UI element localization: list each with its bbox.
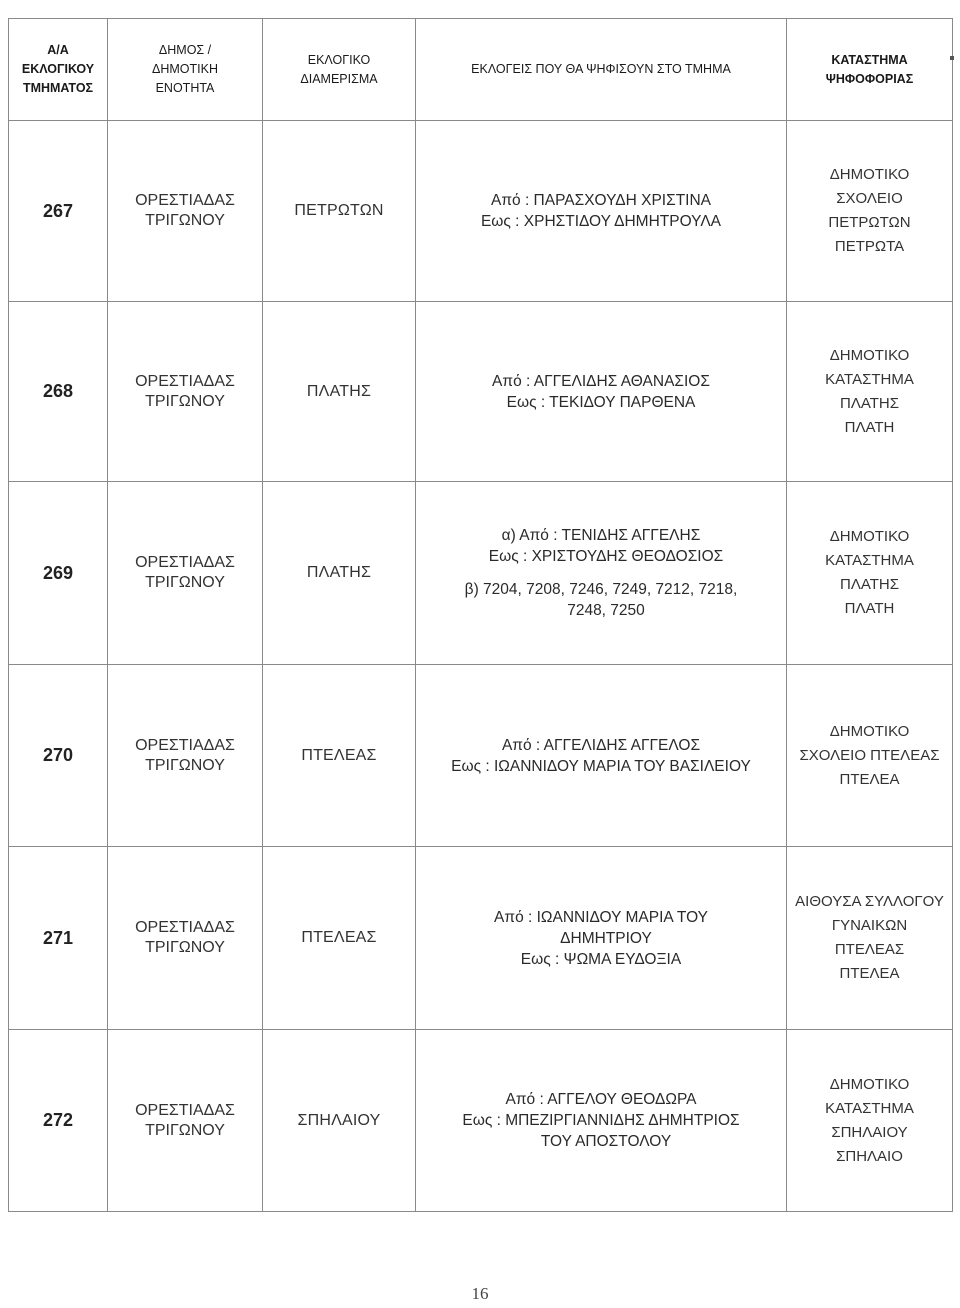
polling-station: ΔΗΜΟΤΙΚΟ ΚΑΤΑΣΤΗΜΑ ΠΛΑΤΗΣ ΠΛΑΤΗ bbox=[787, 482, 953, 665]
page-number: 16 bbox=[471, 1284, 489, 1303]
section-number: 271 bbox=[9, 847, 108, 1030]
electoral-district: ΠΛΑΤΗΣ bbox=[263, 302, 416, 482]
electoral-district: ΠΛΑΤΗΣ bbox=[263, 482, 416, 665]
electoral-district: ΠΤΕΛΕΑΣ bbox=[263, 847, 416, 1030]
header-municipality: ΔΗΜΟΣ / ΔΗΜΟΤΙΚΗ ΕΝΟΤΗΤΑ bbox=[108, 19, 263, 121]
table-row bbox=[9, 302, 953, 482]
table-row bbox=[9, 665, 953, 847]
polling-station: ΑΙΘΟΥΣΑ ΣΥΛΛΟΓΟΥ ΓΥΝΑΙΚΩΝ ΠΤΕΛΕΑΣ ΠΤΕΛΕΑ bbox=[787, 847, 953, 1030]
scan-speck bbox=[950, 56, 954, 60]
voters-range: Από : ΠΑΡΑΣΧΟΥΔΗ ΧΡΙΣΤΙΝΑ Εως : ΧΡΗΣΤΙΔΟΥ ΔΗΜΗΤΡΟΥΛΑ bbox=[416, 121, 787, 302]
polling-station: ΔΗΜΟΤΙΚΟ ΣΧΟΛΕΙΟ ΠΕΤΡΩΤΩΝ ΠΕΤΡΩΤΑ bbox=[787, 121, 953, 302]
section-number: 268 bbox=[9, 302, 108, 482]
voters-range: Από : ΑΓΓΕΛΙΔΗΣ ΑΘΑΝΑΣΙΟΣ Εως : ΤΕΚΙΔΟΥ ΠΑΡΘΕΝΑ bbox=[416, 302, 787, 482]
voters-range: Από : ΑΓΓΕΛΟΥ ΘΕΟΔΩΡΑ Εως : ΜΠΕΖΙΡΓΙΑΝΝΙΔΗΣ ΔΗΜΗΤΡΙΟΣ ΤΟΥ ΑΠΟΣΤΟΛΟΥ bbox=[416, 1030, 787, 1212]
table-header-row bbox=[9, 19, 953, 121]
table-row bbox=[9, 121, 953, 302]
section-number: 269 bbox=[9, 482, 108, 665]
polling-station: ΔΗΜΟΤΙΚΟ ΚΑΤΑΣΤΗΜΑ ΠΛΑΤΗΣ ΠΛΑΤΗ bbox=[787, 302, 953, 482]
polling-stations-table-sheet bbox=[8, 18, 952, 1210]
table-row bbox=[9, 847, 953, 1030]
electoral-district: ΣΠΗΛΑΙΟΥ bbox=[263, 1030, 416, 1212]
header-polling-station: ΚΑΤΑΣΤΗΜΑ ΨΗΦΟΦΟΡΙΑΣ bbox=[787, 19, 953, 121]
voters-range: α) Από : ΤΕΝΙΔΗΣ ΑΓΓΕΛΗΣ Εως : ΧΡΙΣΤΟΥΔΗΣ ΘΕΟΔΟΣΙΟΣ β) 7204, 7208, 7246, 7249, 7212, 7218, 7248, 7250 bbox=[416, 482, 787, 665]
municipality: ΟΡΕΣΤΙΑΔΑΣ ΤΡΙΓΩΝΟΥ bbox=[108, 1030, 263, 1212]
electoral-district: ΠΤΕΛΕΑΣ bbox=[263, 665, 416, 847]
municipality: ΟΡΕΣΤΙΑΔΑΣ ΤΡΙΓΩΝΟΥ bbox=[108, 665, 263, 847]
header-section-number: Α/Α ΕΚΛΟΓΙΚΟΥ ΤΜΗΜΑΤΟΣ bbox=[9, 19, 108, 121]
table-row bbox=[9, 1030, 953, 1212]
section-number: 267 bbox=[9, 121, 108, 302]
municipality: ΟΡΕΣΤΙΑΔΑΣ ΤΡΙΓΩΝΟΥ bbox=[108, 121, 263, 302]
polling-stations-table bbox=[8, 18, 953, 1212]
header-electoral-district: ΕΚΛΟΓΙΚΟ ΔΙΑΜΕΡΙΣΜΑ bbox=[263, 19, 416, 121]
section-number: 272 bbox=[9, 1030, 108, 1212]
section-number: 270 bbox=[9, 665, 108, 847]
polling-station: ΔΗΜΟΤΙΚΟ ΣΧΟΛΕΙΟ ΠΤΕΛΕΑΣ ΠΤΕΛΕΑ bbox=[787, 665, 953, 847]
municipality: ΟΡΕΣΤΙΑΔΑΣ ΤΡΙΓΩΝΟΥ bbox=[108, 847, 263, 1030]
municipality: ΟΡΕΣΤΙΑΔΑΣ ΤΡΙΓΩΝΟΥ bbox=[108, 482, 263, 665]
voters-range: Από : ΑΓΓΕΛΙΔΗΣ ΑΓΓΕΛΟΣ Εως : ΙΩΑΝΝΙΔΟΥ ΜΑΡΙΑ ΤΟΥ ΒΑΣΙΛΕΙΟΥ bbox=[416, 665, 787, 847]
table-row bbox=[9, 482, 953, 665]
header-voters: ΕΚΛΟΓΕΙΣ ΠΟΥ ΘΑ ΨΗΦΙΣΟΥΝ ΣΤΟ ΤΜΗΜΑ bbox=[416, 19, 787, 121]
polling-station: ΔΗΜΟΤΙΚΟ ΚΑΤΑΣΤΗΜΑ ΣΠΗΛΑΙΟΥ ΣΠΗΛΑΙΟ bbox=[787, 1030, 953, 1212]
voters-range: Από : ΙΩΑΝΝΙΔΟΥ ΜΑΡΙΑ ΤΟΥ ΔΗΜΗΤΡΙΟΥ Εως : ΨΩΜΑ ΕΥΔΟΞΙΑ bbox=[416, 847, 787, 1030]
municipality: ΟΡΕΣΤΙΑΔΑΣ ΤΡΙΓΩΝΟΥ bbox=[108, 302, 263, 482]
electoral-district: ΠΕΤΡΩΤΩΝ bbox=[263, 121, 416, 302]
